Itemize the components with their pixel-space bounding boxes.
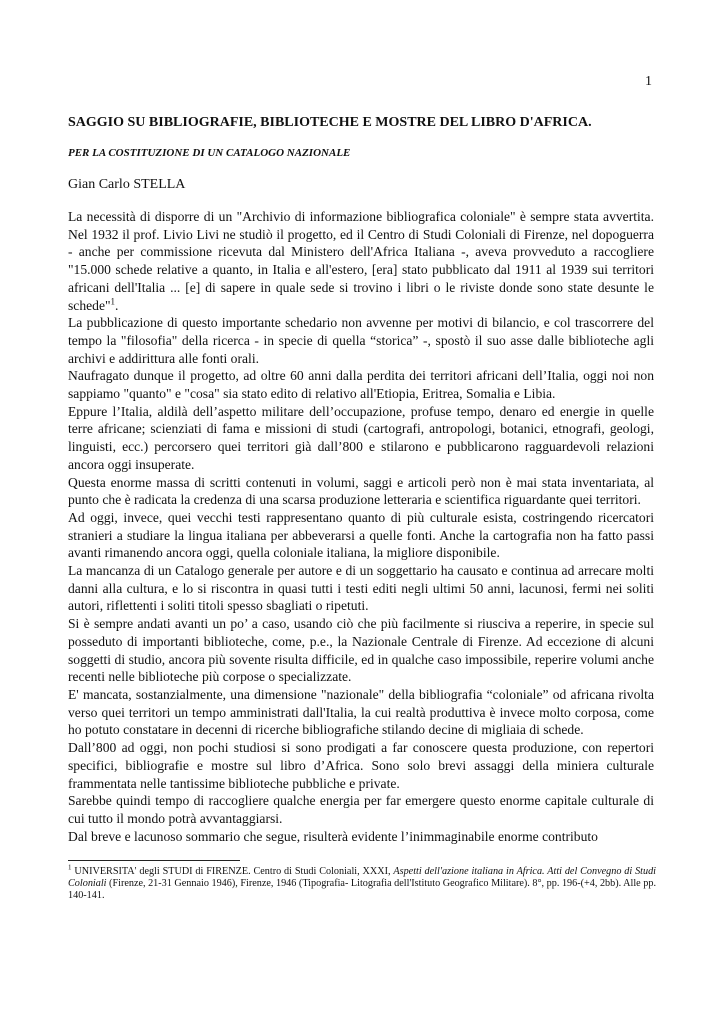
paragraph: La mancanza di un Catalogo generale per autore e di un soggettario ha causato e continua ad arrecare molti danni alla cultura, e lo si riscontra in quasi tutti i testi editi negli ultimi 50 anni, lacunosi, fermi nei soliti autori, riflettenti i soliti titoli spesso sbagliati o ripetuti. bbox=[68, 563, 654, 614]
footnote-reference: 1 bbox=[110, 295, 116, 306]
paragraph: E' mancata, sostanzialmente, una dimensione "nazionale" della bibliografia “coloniale” od africana rivolta verso quei territori un tempo amministrati dall'Italia, la cui realtà produttiva è invece molto corposa, come ho potuto constatare in decenni di ricerche bibliografiche stilando decine di migliaia di schede. bbox=[68, 686, 654, 738]
paragraph: Dal breve e lacunoso sommario che segue, risulterà evidente l’inimmaginabile enorme contributo bbox=[68, 828, 598, 844]
document-subtitle: PER LA COSTITUZIONE DI UN CATALOGO NAZIONALE bbox=[68, 147, 351, 159]
paragraph: La pubblicazione di questo importante schedario non avvenne per motivi di bilancio, e col trascorrere del tempo la "filosofia" della ricerca - in specie di quella “storica” -, spostò il suo asse dalle biblioteche agli archivi e addirittura alle fonti orali. bbox=[68, 315, 654, 366]
footnote-text: UNIVERSITA' degli STUDI di FIRENZE. Centro di Studi Coloniali, XXXI, bbox=[74, 866, 394, 877]
footnote-text-end: (Firenze, 21-31 Gennaio 1946), Firenze, 1946 (Tipografia- Litografia dell'Istituto Geografico Militare). 8°, pp. 196-(+4, 2bb). Alle pp. 140-141. bbox=[68, 878, 656, 902]
paragraph: Questa enorme massa di scritti contenuti in volumi, saggi e articoli però non è mai stata inventariata, al punto che è radicata la credenza di una scarsa produzione letteraria e scientifica riguardante quei territori. bbox=[68, 474, 654, 508]
paragraph: Naufragato dunque il progetto, ad oltre 60 anni dalla perdita dei territori africani dell’Italia, oggi noi non sappiamo "quanto" e "cosa" sia stato edito di relativo all'Etiopia, Eritrea, Somalia e Libia. bbox=[68, 368, 654, 402]
author-name: Gian Carlo STELLA bbox=[68, 177, 186, 192]
page-number: 1 bbox=[645, 74, 652, 89]
paragraph-text-end: . bbox=[115, 297, 119, 313]
paragraph bbox=[68, 208, 654, 314]
footnote-italic-title: Aspetti dell'azione italiana in Africa. Atti del Convegno di Studi Coloniali bbox=[68, 866, 657, 890]
paragraph: Ad oggi, invece, quei vecchi testi rappresentano quanto di più culturale esista, costringendo ricercatori stranieri a studiare la lingua italiana per abbeverarsi a quelle fonti. Anche la cartografia non ha fatto passi avanti rimanendo ancora oggi, quella coloniale italiana, la migliore disponibile. bbox=[68, 509, 654, 561]
paragraph: Sarebbe quindi tempo di raccogliere qualche energia per far emergere questo enorme capitale culturale di cui tutto il mondo potrà avvantaggiarsi. bbox=[68, 793, 654, 826]
paragraph-text: La necessità di disporre di un "Archivio di informazione bibliografica coloniale" è sempre stata avvertita. Nel 1932 il prof. Livio Livi ne studiò il progetto, ed il Centro di Studi Coloniali di Firenze, nel dopoguerra - anche per commissione ricevuta dal Ministero dell'Africa Italiana -, aveva provveduto a raccogliere "15.000 schede relative a quanto, in Italia e all'estero, [era] stato pubblicato dal 1911 al 1939 sui territori africani dell'Italia ... [e] di sapere in quale sede si trovino i libri o le riviste donde sono state desunte le schede" bbox=[68, 209, 654, 313]
footnote bbox=[68, 863, 657, 903]
footnote-number: 1 bbox=[68, 863, 72, 872]
paragraph: Si è sempre andati avanti un po’ a caso, usando ciò che più facilmente si riusciva a reperire, in specie sul posseduto di importanti biblioteche, come, p.e., la Nazionale Centrale di Firenze. Ad eccezione di alcuni soggetti di studio, ancora più sovente risulta difficile, ed in qualche caso impossibile, reperire volumi anche recenti nelle biblioteche più corpose o specializzate. bbox=[68, 616, 654, 685]
paragraph: Eppure l’Italia, aldilà dell’aspetto militare dell’occupazione, profuse tempo, denaro ed energie in quelle terre africane; scienziati di fama e missioni di studi (cartografi, antropologi, botanici, etnografi, geologi, linguisti, ecc.) percorsero quei territori già dall’800 e stilarono e pubblicarono ragguardevoli relazioni ancora oggi insuperate. bbox=[68, 403, 654, 472]
footnote-divider bbox=[68, 860, 240, 861]
document-title: SAGGIO SU BIBLIOGRAFIE, BIBLIOTECHE E MOSTRE DEL LIBRO D'AFRICA. bbox=[68, 115, 592, 130]
body-text bbox=[68, 208, 654, 845]
paragraph: Dall’800 ad oggi, non pochi studiosi si sono prodigati a far conoscere questa produzione, con repertori specifici, bibliografie e mostre sul libro d’Africa. Sono solo brevi assaggi della miniera culturale frammentata nelle tantissime biblioteche pubbliche e private. bbox=[68, 740, 654, 791]
